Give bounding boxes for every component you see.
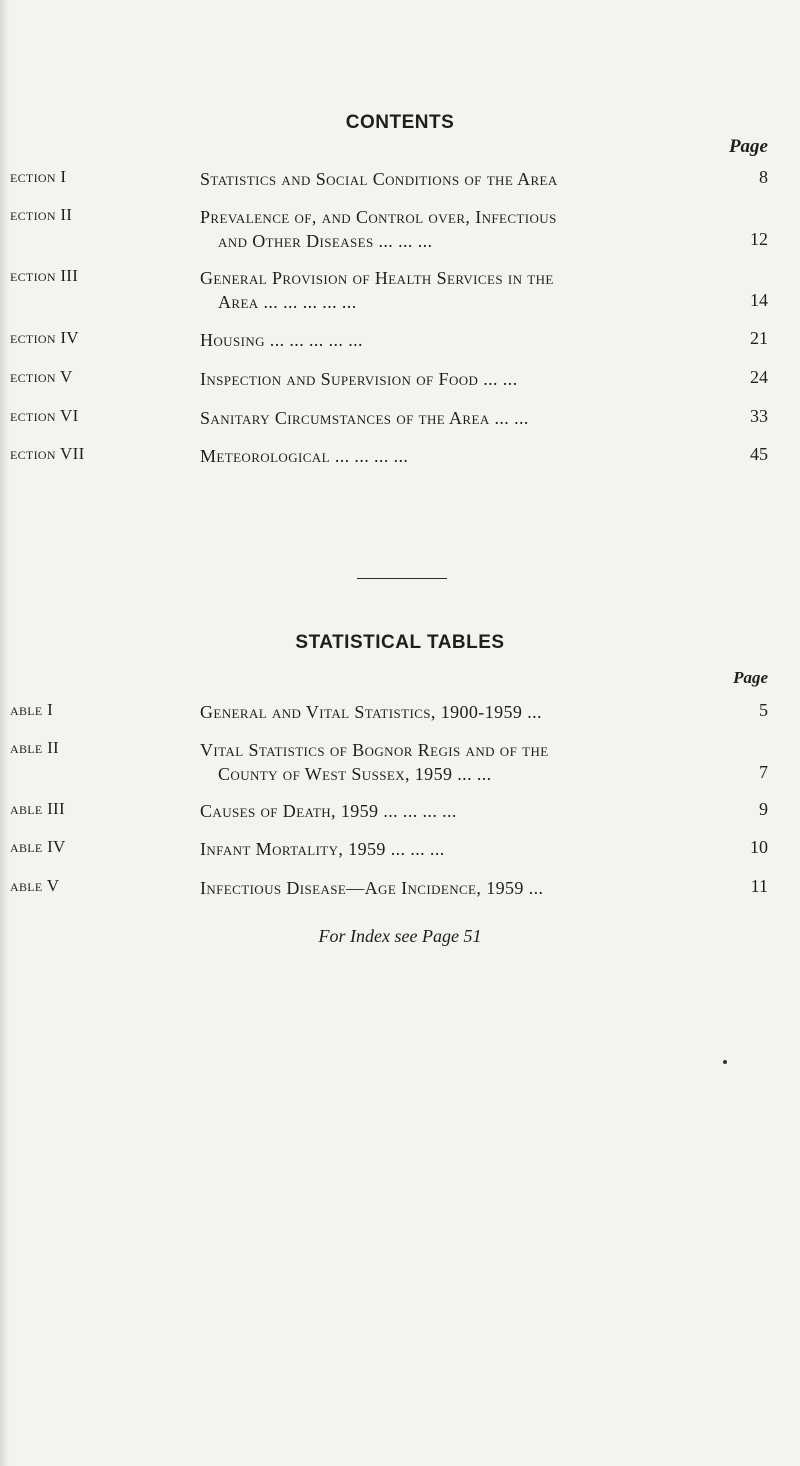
table-title: Infant Mortality, 1959 ... ... ...	[200, 839, 445, 859]
section-page: 21	[750, 328, 768, 348]
section-title: Sanitary Circumstances of the Area ... ...	[200, 408, 529, 428]
section-label: ection VII	[10, 444, 85, 463]
table-page: 11	[750, 876, 768, 896]
section-page: 12	[750, 229, 768, 249]
contents-page-label: Page	[728, 136, 768, 157]
section-title: Meteorological ... ... ... ...	[200, 446, 409, 466]
table-label: able IV	[10, 837, 66, 856]
table-page: 7	[759, 762, 768, 782]
table-page: 9	[759, 799, 768, 819]
table-label: able V	[10, 876, 60, 895]
table-page: 5	[759, 700, 768, 720]
table-label: able II	[10, 738, 60, 757]
section-label: ection II	[10, 205, 73, 224]
table-page: 10	[750, 837, 768, 857]
table-title: Vital Statistics of Bognor Regis and of the County of West Sussex, 1959 ... ...	[200, 740, 549, 784]
section-divider-rule	[357, 578, 447, 579]
page-binding-edge	[0, 0, 10, 1466]
print-speck	[723, 1060, 727, 1064]
section-page: 45	[750, 444, 768, 464]
section-title: General Provision of Health Services in the Area ... ... ... ... ...	[200, 268, 554, 312]
table-title: Causes of Death, 1959 ... ... ... ...	[200, 801, 457, 821]
tables-page-label: Page	[733, 668, 768, 687]
section-title: Statistics and Social Conditions of the Area	[200, 169, 558, 189]
section-label: ection III	[10, 266, 79, 285]
table-title: Infectious Disease—Age Incidence, 1959 ...	[200, 878, 544, 898]
table-label: able III	[10, 799, 65, 818]
section-page: 24	[750, 367, 768, 387]
table-title: General and Vital Statistics, 1900-1959 ...	[200, 702, 542, 722]
tables-heading: STATISTICAL TABLES	[295, 632, 505, 653]
section-title: Inspection and Supervision of Food ... ...	[200, 369, 518, 389]
section-page: 14	[750, 290, 768, 310]
section-label: ection VI	[10, 406, 79, 425]
section-label: ection I	[10, 167, 67, 186]
contents-heading: CONTENTS	[345, 112, 455, 133]
table-label: able I	[10, 700, 54, 719]
section-title: Prevalence of, and Control over, Infectious and Other Diseases ... ... ...	[200, 207, 557, 251]
section-title: Housing ... ... ... ... ...	[200, 330, 363, 350]
section-label: ection IV	[10, 328, 79, 347]
section-page: 33	[750, 406, 768, 426]
section-label: ection V	[10, 367, 73, 386]
index-footer-note: For Index see Page 51	[318, 926, 482, 946]
section-page: 8	[759, 167, 768, 187]
